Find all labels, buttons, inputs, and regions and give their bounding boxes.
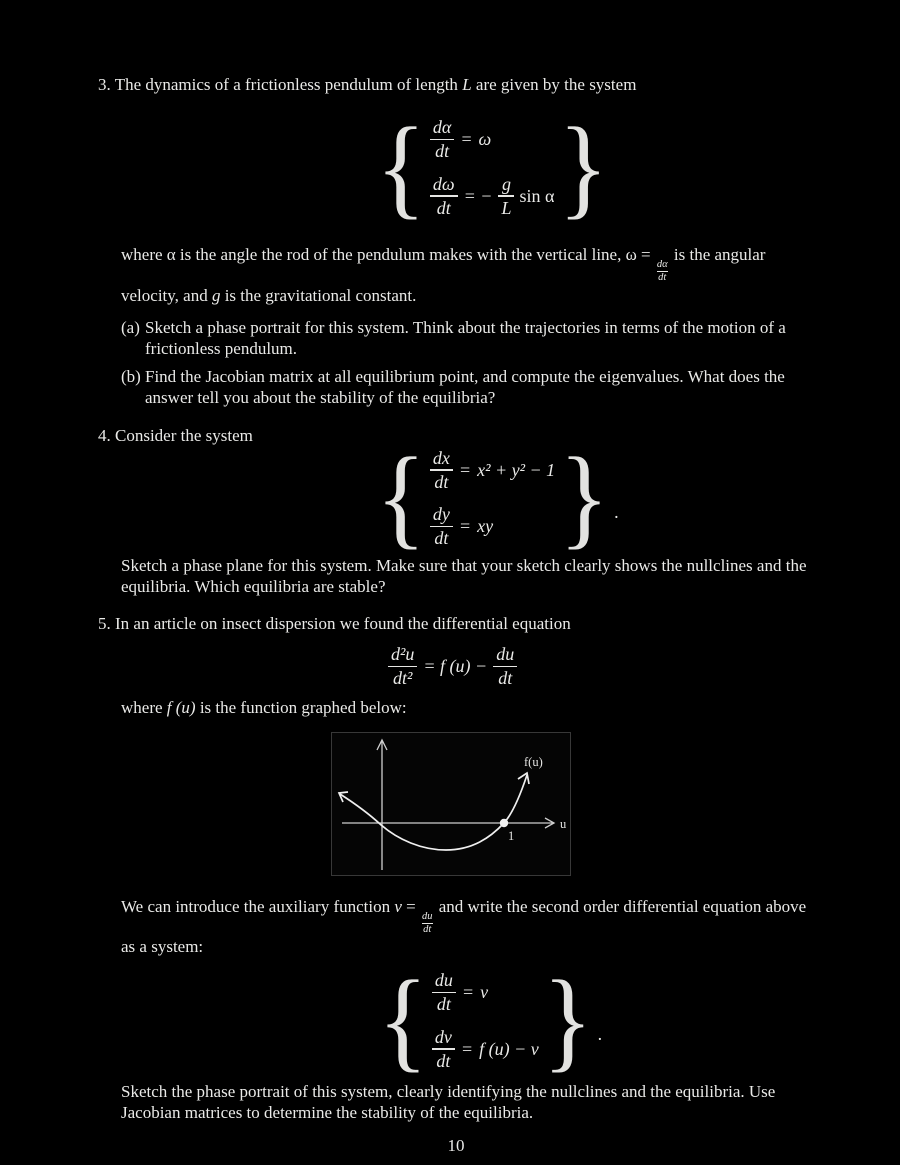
part-a-label: (a) — [121, 317, 140, 337]
problem-5-system-equation — [378, 957, 814, 1083]
problem-5-number: 5. — [98, 614, 111, 634]
point-label-1: 1 — [508, 828, 515, 843]
left-brace: { — [378, 957, 428, 1083]
problem-3-part-a: (a) Sketch a phase portrait for this system. Think about the trajectories in terms of the motion of a frictionless pendulum. — [121, 317, 786, 358]
expression-f-of-u: f (u) — [166, 697, 196, 717]
fraction-d2u-dt2: $\frac{\text{d²u}}{\text{dt²}}$ — [388, 644, 417, 689]
f-of-u-curve — [340, 775, 527, 850]
equation-dx-dt: $\frac{dx}{dt}$ = x² + y² − 1 — [430, 448, 555, 493]
left-brace: { — [376, 435, 426, 560]
fraction: $\frac{dv}{dt}$ — [432, 1027, 455, 1072]
problem-4-system-equation — [376, 435, 814, 560]
zero-crossing-point — [500, 819, 508, 827]
problem-4-title: 4. Consider the system — [98, 425, 253, 445]
problem-5-graph-caption: where f (u) is the function graphed below: — [121, 697, 407, 717]
inline-fraction-dalpha-dt: $\frac{d\alpha}{dt}$ — [656, 258, 668, 284]
fraction: $\frac{d\alpha}{dt}$ — [430, 117, 454, 162]
problem-3-title: 3. The dynamics of a frictionless pendulum of length L are given by the system — [98, 75, 637, 94]
problem-3-number: 3. — [98, 75, 111, 94]
right-brace: } — [542, 957, 593, 1083]
equation-period: . — [597, 1024, 603, 1045]
fraction: $\frac{d\omega}{dt}$ — [430, 174, 458, 219]
equation-dy-dt: $\frac{dy}{dt}$ = xy — [430, 504, 555, 549]
equation-period: . — [614, 501, 619, 522]
problem-4-number: 4. — [98, 425, 111, 445]
fraction: $\frac{dy}{dt}$ — [430, 504, 453, 549]
variable-L: L — [462, 75, 472, 94]
equation-dv-dt: $\frac{dv}{dt}$ = f (u) − v — [432, 1027, 539, 1072]
f-of-u-graph — [331, 732, 571, 876]
part-b-label: (b) — [121, 366, 141, 386]
problem-5-title: 5. In an article on insect dispersion we found the differential equation — [98, 614, 571, 634]
fraction-du-dt: $\frac{du}{dt}$ — [493, 644, 517, 689]
x-axis-label-u: u — [560, 816, 567, 831]
page-number: 10 — [447, 1135, 465, 1155]
problem-5-equation: $\frac{\text{d²u}}{\text{dt²}}$ = f (u) − $\frac{du}{dt}$ — [388, 644, 814, 689]
equation-domega-dt: $\frac{d\omega}{dt}$ = − $\frac{g}{L}$ sin α — [430, 174, 554, 219]
problem-5-closing: Sketch the phase portrait of this system, clearly identifying the nullclines and the equilibria. Use Jacobian matrices to determine the stability of the equilibria. — [121, 1081, 776, 1122]
inline-fraction-du-dt: $\frac{du}{dt}$ — [422, 910, 433, 936]
right-brace: } — [559, 435, 610, 560]
curve-right-arrow — [518, 773, 529, 784]
curve-label-fu: f(u) — [524, 754, 543, 769]
page-content — [98, 74, 814, 1156]
fraction: $\frac{dx}{dt}$ — [430, 448, 453, 493]
fraction-g-over-L: $\frac{g}{L}$ — [498, 174, 514, 219]
fraction: $\frac{du}{dt}$ — [432, 970, 456, 1015]
variable-g: g — [211, 285, 221, 305]
variable-v: v — [394, 896, 402, 916]
equation-du-dt: $\frac{du}{dt}$ = v — [432, 970, 539, 1015]
problem-3-system-equation — [376, 104, 814, 230]
problem-3-description: where α is the angle the rod of the pendulum makes with the vertical line, ω = $\frac{d\alpha}{dt}$ is the angular velocity, and g is the gravitational constant. — [121, 244, 766, 305]
right-brace: } — [558, 104, 609, 230]
graph-svg — [332, 733, 570, 875]
left-brace: { — [376, 104, 426, 230]
problem-4-body: Sketch a phase plane for this system. Make sure that your sketch clearly shows the nullclines and the equilibria. Which equilibria are stable? — [121, 556, 807, 597]
equation-dalpha-dt: $\frac{d\alpha}{dt}$ = ω — [430, 117, 554, 162]
problem-3-part-b: (b) Find the Jacobian matrix at all equilibrium point, and compute the eigenvalues. What does the answer tell you about the stability of the equilibria? — [121, 366, 785, 407]
problem-5-auxiliary-paragraph: We can introduce the auxiliary function v = $\frac{du}{dt}$ and write the second order differential equation above as a system: — [121, 896, 807, 957]
